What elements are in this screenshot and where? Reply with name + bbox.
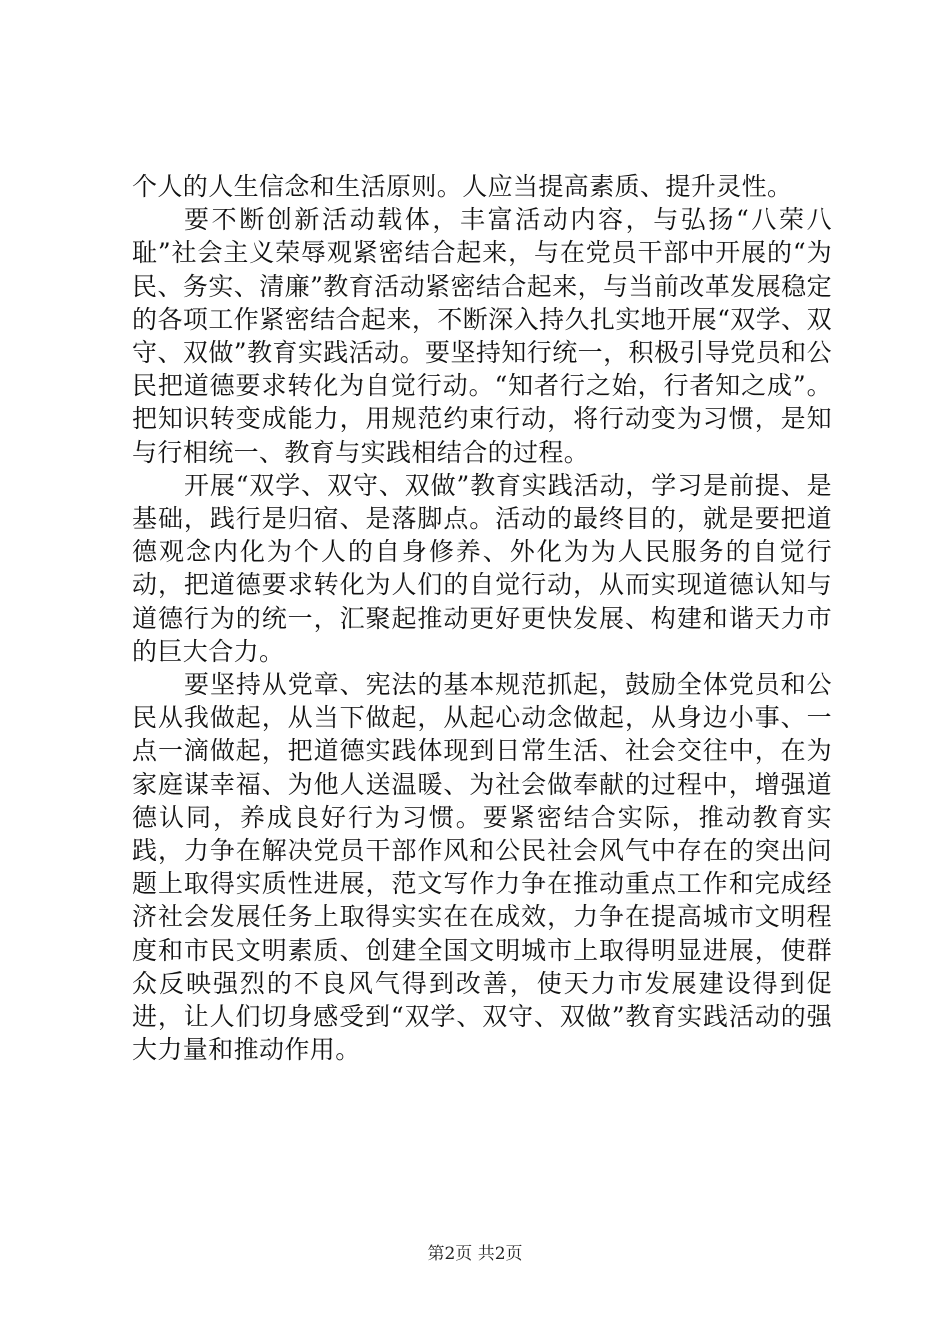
paragraph-continuation: 个人的人生信念和生活原则。人应当提高素质、提升灵性。: [132, 172, 793, 201]
paragraph-activity-goal: 开展“双学、双守、双做”教育实践活动，学习是前提、是基础，践行是归宿、是落脚点。活动的最终目的，就是要把道德观念内化为个人的自身修养、外化为为人民服务的自觉行动，把道德要求转化为人们的自觉行动，从而实现道德认知与道德行为的统一，汇聚起推动更好更快发展、构建和谐天力市的巨大合力。: [132, 470, 832, 666]
paragraph-practice: 要坚持从党章、宪法的基本规范抓起，鼓励全体党员和公民从我做起，从当下做起，从起心动念做起，从身边小事、一点一滴做起，把道德实践体现到日常生活、社会交往中，在为家庭谋幸福、为他人送温暖、为社会做奉献的过程中，增强道德认同，养成良好行为习惯。要紧密结合实际，推动教育实践，力争在解决党员干部作风和公民社会风气中存在的突出问题上取得实质性进展，范文写作力争在推动重点工作和完成经济社会发展任务上取得实实在在成效，力争在提高城市文明程度和市民文明素质、创建全国文明城市上取得明显进展，使群众反映强烈的不良风气得到改善，使天力市发展建设得到促进，让人们切身感受到“双学、双守、双做”教育实践活动的强大力量和推动作用。: [132, 670, 832, 1065]
page-footer: 第2页 共2页: [427, 1244, 523, 1264]
document-body: [132, 170, 832, 1066]
paragraph-activity-carrier: 要不断创新活动载体，丰富活动内容，与弘扬“八荣八耻”社会主义荣辱观紧密结合起来，与在党员干部中开展的“为民、务实、清廉”教育活动紧密结合起来，与当前改革发展稳定的各项工作紧密结合起来，不断深入持久扎实地开展“双学、双守、双做”教育实践活动。要坚持知行统一，积极引导党员和公民把道德要求转化为自觉行动。“知者行之始，行者知之成”。把知识转变成能力，用规范约束行动，将行动变为习惯，是知与行相统一、教育与实践相结合的过程。: [132, 205, 832, 467]
